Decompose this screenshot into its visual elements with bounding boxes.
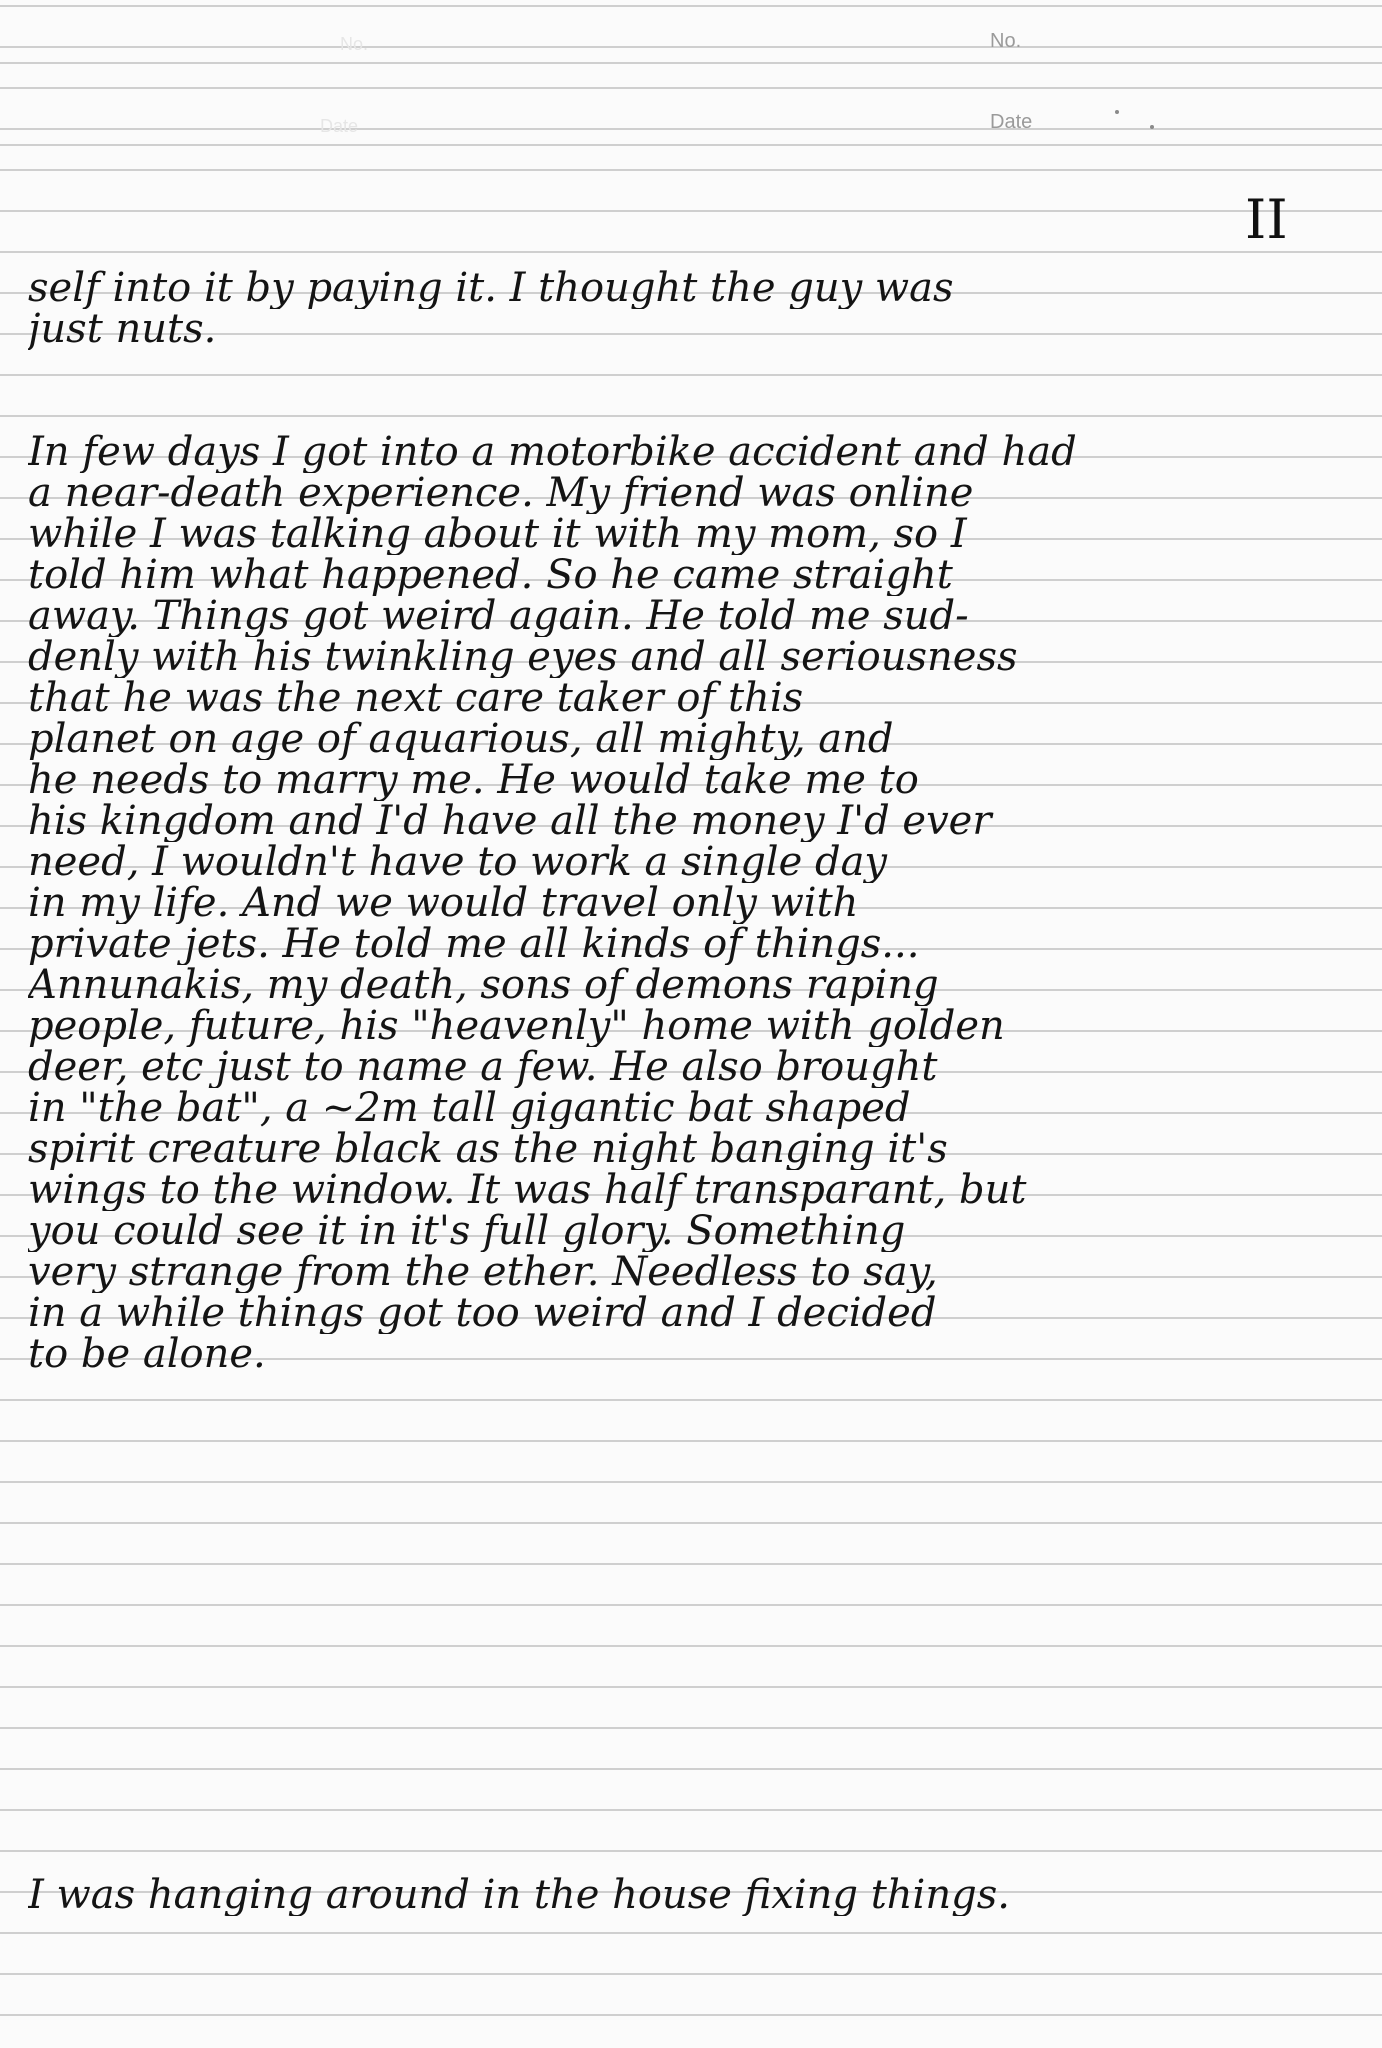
text-line: while I was talking about it with my mom, so I — [28, 514, 967, 555]
text-line: private jets. He told me all kinds of things... — [28, 924, 920, 965]
text-line: a near-death experience. My friend was online — [28, 473, 974, 514]
text-line: that he was the next care taker of this — [28, 678, 804, 719]
text-line: self into it by paying it. I thought the guy was — [28, 268, 954, 309]
text-line: people, future, his "heavenly" home with golden — [28, 1006, 1005, 1047]
text-line: In few days I got into a motorbike accident and had — [28, 432, 1077, 473]
text-line: his kingdom and I'd have all the money I'd ever — [28, 801, 992, 842]
text-line: told him what happened. So he came straight — [28, 555, 953, 596]
page-numeral: II — [1245, 188, 1288, 251]
text-line: in a while things got too weird and I decided — [28, 1293, 937, 1334]
text-line: away. Things got weird again. He told me sud- — [28, 596, 969, 637]
text-line: wings to the window. It was half transparant, but — [28, 1170, 1027, 1211]
header-rule-no — [0, 62, 1382, 64]
paragraph-1 — [28, 268, 1358, 350]
header-dot — [1115, 110, 1119, 114]
text-line: planet on age of aquarious, all mighty, and — [28, 719, 894, 760]
date-label: Date — [990, 111, 1033, 133]
text-line: in my life. And we would travel only with — [28, 883, 859, 924]
text-line: he needs to marry me. He would take me to — [28, 760, 919, 801]
text-line: denly with his twinkling eyes and all seriousness — [28, 637, 1018, 678]
no-label: No. — [990, 30, 1022, 52]
paragraph-3 — [28, 1875, 1358, 1916]
text-line: in "the bat", a ~2m tall gigantic bat shaped — [28, 1088, 911, 1129]
text-line: deer, etc just to name a few. He also brought — [28, 1047, 938, 1088]
text-line: you could see it in it's full glory. Something — [28, 1211, 906, 1252]
text-line: very strange from the ether. Needless to say, — [28, 1252, 938, 1293]
text-line: Annunakis, my death, sons of demons raping — [28, 965, 939, 1006]
header-rule-date — [0, 144, 1382, 146]
text-line: need, I wouldn't have to work a single day — [28, 842, 888, 883]
text-line: just nuts. — [28, 309, 217, 350]
text-line: spirit creature black as the night banging it's — [28, 1129, 948, 1170]
paragraph-2 — [28, 432, 1358, 1375]
text-line: I was hanging around in the house fixing things. — [28, 1875, 1010, 1916]
text-line: to be alone. — [28, 1334, 266, 1375]
ghost-no-label: No. — [340, 34, 369, 54]
header-dot — [1150, 125, 1154, 129]
ghost-date-label: Date — [320, 116, 359, 136]
